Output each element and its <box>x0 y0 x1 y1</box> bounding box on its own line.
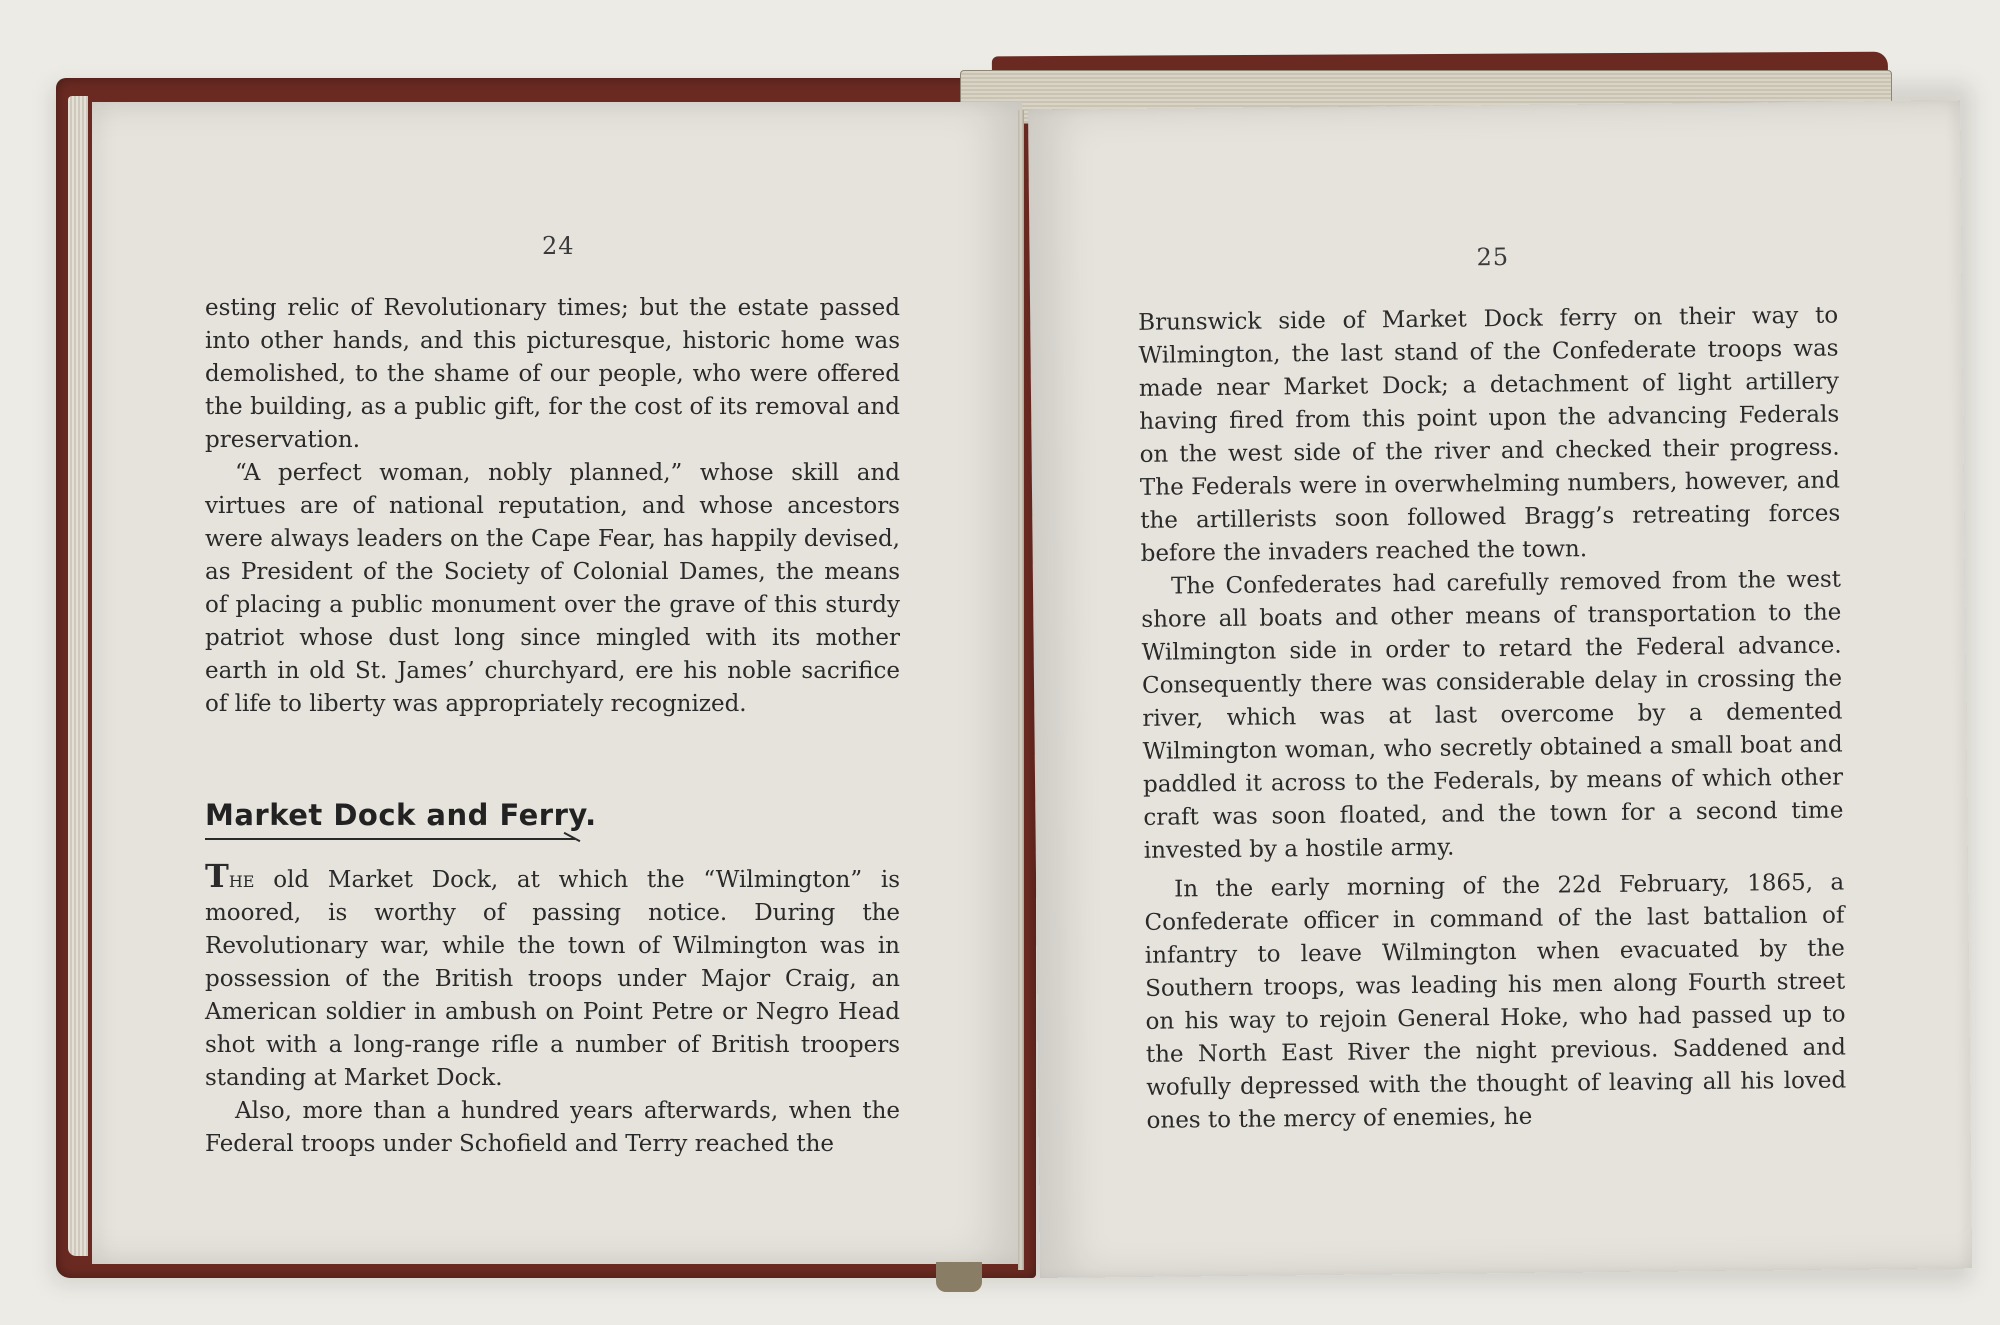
paragraph: esting relic of Revolutionary times; but the estate passed into other hands, and this picturesque, historic home was demolished, to the shame of our people, who were offered the building, as a public gift, for the cost of its removal and preservation. <box>205 295 900 453</box>
heading-underline <box>205 838 575 840</box>
right-page-body <box>1138 300 1847 1138</box>
left-page-body <box>205 292 900 721</box>
paragraph: The Confederates had carefully removed from the west shore all boats and other means of transportation to the Wilmington side in order to retard the Federal advance. Consequently there was considerable delay in crossing the river, which was at last overcome by a demented Wilmington woman, who secretly obtained a small boat and paddled it across to the Federals, by means of which other craft was soon floated, and the town for a second time invested by a hostile army. <box>1141 566 1844 864</box>
page-number-right: 25 <box>1476 242 1510 272</box>
right-page <box>1028 100 1972 1278</box>
paragraph: In the early morning of the 22d February, 1865, a Confederate officer in command of the last battalion of infantry to leave Wilmington when evacuated by the Southern troops, was leading his men along Fourth street on his way to rejoin General Hoke, who had passed up to the North East River the night previous. Saddened and wofully depressed with the thought of leaving all his loved ones to the mercy of enemies, he <box>1144 869 1847 1134</box>
drop-cap: T <box>205 857 229 895</box>
drop-cap-rest: he <box>228 867 255 893</box>
section-body <box>205 857 900 1161</box>
page-number-left: 24 <box>542 232 575 260</box>
paragraph-text: old Market Dock, at which the “Wilmington” is moored, is worthy of passing notice. During the Revolutionary war, while the town of Wilmington was in possession of the British troops under Major Craig, an American soldier in ambush on Point Petre or Negro Head shot with a long-range rifle a number of British troopers standing at Market Dock. <box>205 867 900 1091</box>
paragraph: Also, more than a hundred years afterwards, when the Federal troops under Schofield and Terry reached the <box>205 1098 900 1157</box>
left-page <box>92 102 1022 1264</box>
paragraph: Brunswick side of Market Dock ferry on their way to Wilmington, the last stand of the Confederate troops was made near Market Dock; a detachment of light artillery having fired from this point upon the advancing Federals on the west side of the river and checked their progress. The Federals were in overwhelming numbers, however, and the artillerists soon followed Bragg’s retreating forces before the invaders reached the town. <box>1138 302 1841 567</box>
paragraph <box>205 857 900 1095</box>
page-edges-left <box>68 96 88 1256</box>
section-heading: Market Dock and Ferry. <box>205 798 597 832</box>
paragraph: “A perfect woman, nobly planned,” whose skill and virtues are of national reputation, and whose ancestors were always leaders on the Cape Fear, has happily devised, as President of the Society of Colonial Dames, the means of placing a public monument over the grave of this sturdy patriot whose dust long since mingled with its mother earth in old St. James’ churchyard, ere his noble sacrifice of life to liberty was appropriately recognized. <box>205 460 900 717</box>
book-spine <box>1018 110 1024 1270</box>
bookmark-ribbon <box>936 1262 982 1292</box>
